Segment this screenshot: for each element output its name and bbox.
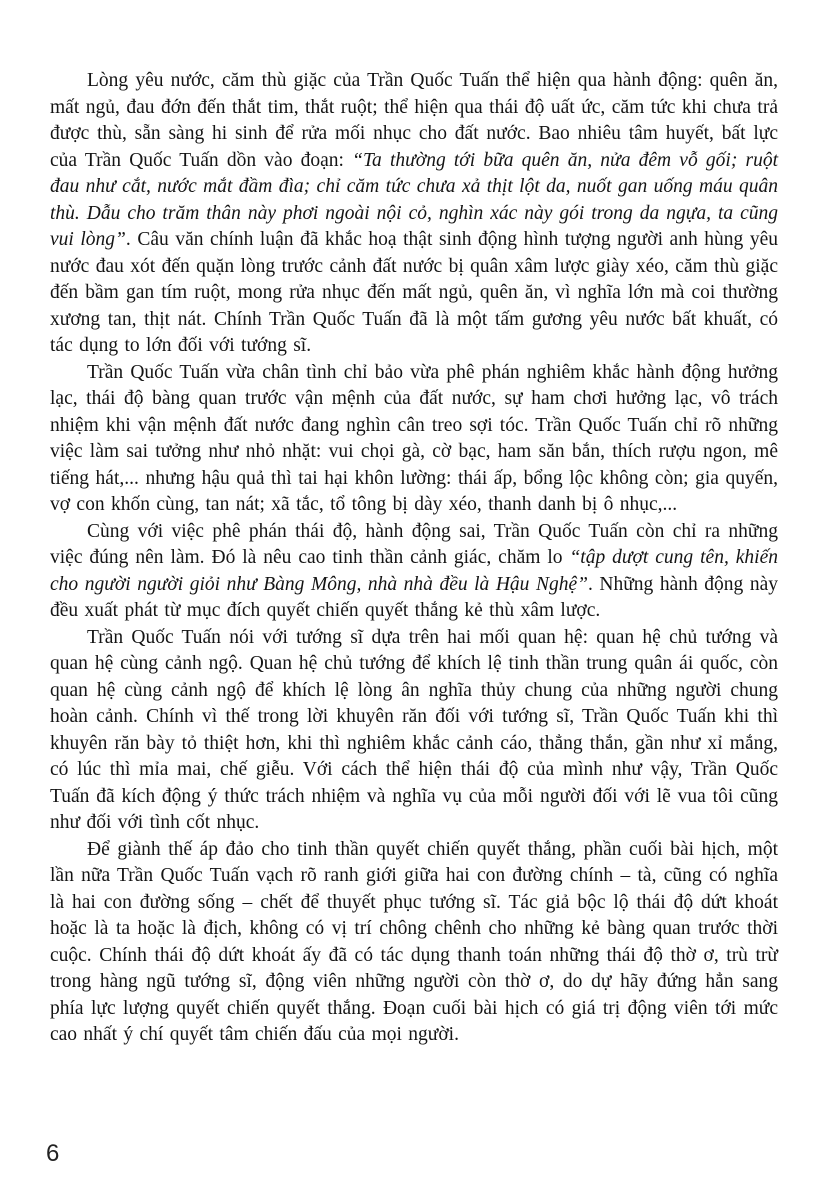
body-text: Trần Quốc Tuấn vừa chân tình chỉ bảo vừa phê phán nghiêm khắc hành động hưởng lạc, thái độ bàng quan trước vận mệnh của đất nước, sự ham chơi hưởng lạc, vô trách nhiệm khi vận mệnh đất nước đang nghìn cân treo sợi tóc. Trần Quốc Tuấn chỉ rõ những việc làm sai tưởng như nhỏ nhặt: vui chọi gà, cờ bạc, ham săn bắn, thích rượu ngon, mê tiếng hát,... nhưng hậu quả thì tai hại khôn lường: thái ấp, bổng lộc không còn; gia quyến, vợ con khốn cùng, tan nát; xã tắc, tổ tông bị dày xéo, thanh danh bị ô nhục,... [50,361,778,515]
text-block [50,68,778,1049]
paragraph [50,625,778,837]
body-text: Lòng yêu nước, căm thù giặc của Trần Quốc Tuấn thể hiện qua hành động: quên ăn, mất ngủ, đau đớn đến thắt tim, thắt ruột; thể hiện qua thái độ uất ức, căm tức khi chưa trả được thù, sẵn sàng hi sinh để rửa mối nhục cho đất nước. Bao nhiêu tâm huyết, bất lực của Trần Quốc Tuấn dồn vào đoạn: [50,70,778,171]
body-text: Trần Quốc Tuấn nói với tướng sĩ dựa trên hai mối quan hệ: quan hệ chủ tướng và quan hệ cùng cảnh ngộ. Quan hệ chủ tướng để khích lệ tinh thần trung quân ái quốc, còn quan hệ cùng cảnh ngộ để khích lệ lòng ân nghĩa thủy chung của những người chung hoàn cảnh. Chính vì thế trong lời khuyên răn đối với tướng sĩ, Trần Quốc Tuấn khi thì khuyên răn bày tỏ thiệt hơn, khi thì nghiêm khắc cảnh cáo, thẳng thắn, gần như xỉ mắng, có lúc thì mỉa mai, chế giễu. Với cách thể hiện thái độ của mình như vậy, Trần Quốc Tuấn đã kích động ý thức trách nhiệm và nghĩa vụ của mỗi người đối với lẽ vua tôi cũng như đối với tình cốt nhục. [50,626,778,833]
quoted-text: “Ta thường tới bữa quên ăn, nửa đêm vỗ gối; ruột đau như cắt, nước mắt đầm đìa; chỉ căm tức chưa xả thịt lột da, nuốt gan uống máu quân thù. Dẫu cho trăm thân này phơi ngoài nội cỏ, nghìn xác này gói trong da ngựa, ta cũng vui lòng” [50,149,779,250]
body-text: Để giành thế áp đảo cho tinh thần quyết chiến quyết thắng, phần cuối bài hịch, một lần nữa Trần Quốc Tuấn vạch rõ ranh giới giữa hai con đường chính – tà, cũng có nghĩa là hai con đường sống – chết để thuyết phục tướng sĩ. Tác giả bộc lộ thái độ dứt khoát hoặc là ta hoặc là địch, không có vị trí chông chênh cho những kẻ bàng quan trước thời cuộc. Chính thái độ dứt khoát ấy đã có tác dụng thanh toán những thái độ thờ ơ, trù trừ trong hàng ngũ tướng sĩ, động viên những người còn thờ ơ, do dự hãy đứng hẳn sang phía lực lượng quyết chiến quyết thắng. Đoạn cuối bài hịch có giá trị động viên tới mức cao nhất ý chí quyết tâm chiến đấu của mọi người. [50,838,778,1045]
paragraph [50,68,778,360]
body-text: . Những hành động này đều xuất phát từ mục đích quyết chiến quyết thắng kẻ thù xâm lược. [50,573,778,621]
paragraph [50,519,778,625]
paragraph [50,360,778,519]
quoted-text: “tập dượt cung tên, khiến cho người người giỏi như Bàng Mông, nhà nhà đều là Hậu Nghệ” [50,547,778,595]
paragraph [50,837,778,1049]
body-text: Cùng với việc phê phán thái độ, hành động sai, Trần Quốc Tuấn còn chỉ ra những việc đúng nên làm. Đó là nêu cao tinh thần cảnh giác, chăm lo [50,520,778,568]
body-text: . Câu văn chính luận đã khắc hoạ thật sinh động hình tượng người anh hùng yêu nước đau xót đến quặn lòng trước cảnh đất nước bị quân xâm lược giày xéo, căm thù giặc đến bầm gan tím ruột, mong rửa nhục đến mất ngủ, quên ăn, vì nghĩa lớn mà coi thường xương tan, thịt nát. Chính Trần Quốc Tuấn đã là một tấm gương yêu nước bất khuất, có tác dụng to lớn đối với tướng sĩ. [50,229,778,356]
page-number: 6 [46,1140,60,1167]
